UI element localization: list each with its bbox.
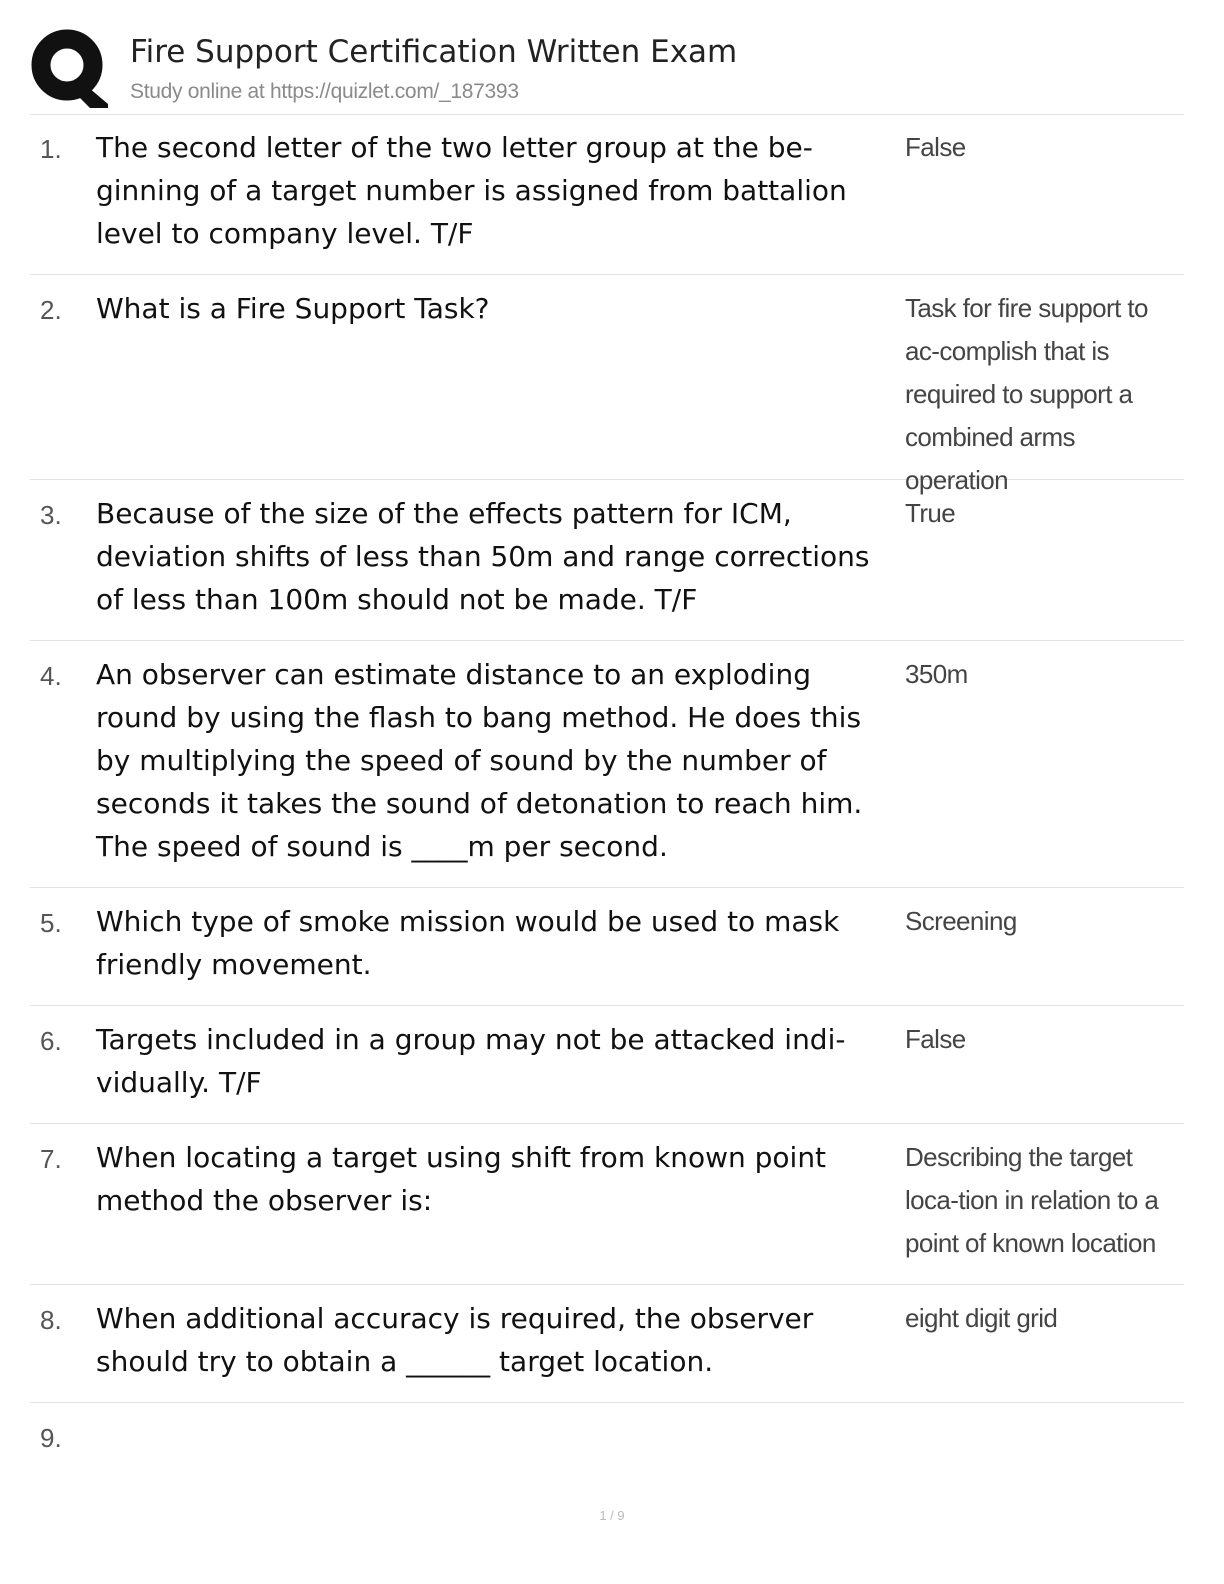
card-question: Targets included in a group may not be attacked indi-vidually. T/F [96,1023,846,1099]
flashcard-7 [30,1124,1184,1285]
quizlet-q-logo-icon [30,28,110,108]
study-online-link[interactable]: Study online at https://quizlet.com/_187393 [130,80,519,103]
card-number: 9. [40,1423,62,1453]
card-question: When additional accuracy is required, the observer should try to obtain a ______ target location. [96,1302,814,1378]
card-answer: 350m [905,659,968,689]
card-number: 8. [40,1305,62,1335]
flashcard-6 [30,1006,1184,1124]
page-number: 1 / 9 [599,1508,625,1523]
card-question: What is a Fire Support Task? [96,292,490,325]
card-number: 3. [40,500,62,530]
card-number: 1. [40,134,62,164]
page-title: Fire Support Certification Written Exam [130,34,738,70]
flashcard-2 [30,275,1184,495]
card-answer: False [905,1024,966,1054]
flashcard-4 [30,641,1184,888]
card-answer: False [905,132,966,162]
card-answer: eight digit grid [905,1303,1058,1333]
flashcard-1 [30,114,1184,275]
card-number: 5. [40,908,62,938]
card-question: The second letter of the two letter group at the be-ginning of a target number is assigned from battalion level to company level. T/F [96,131,847,250]
flashcard-9 [30,1403,1184,1493]
flashcard-8 [30,1285,1184,1403]
card-question: Which type of smoke mission would be used to mask friendly movement. [96,905,840,981]
card-answer: Describing the target loca-tion in relation to a point of known location [905,1142,1159,1258]
card-question: When locating a target using shift from known point method the observer is: [96,1141,827,1217]
card-answer: True [905,498,956,528]
card-number: 6. [40,1026,62,1056]
card-number: 4. [40,661,62,691]
flashcard-3 [30,480,1184,641]
card-number: 2. [40,295,62,325]
flashcard-5 [30,888,1184,1006]
card-question: An observer can estimate distance to an exploding round by using the flash to bang method. He does this by multiplying the speed of sound by the number of seconds it takes the sound of detonation to reach him. The speed of sound is ____m per second. [96,658,863,863]
card-question: Because of the size of the effects pattern for ICM, deviation shifts of less than 50m and range corrections of less than 100m should not be made. T/F [96,497,870,616]
card-number: 7. [40,1144,62,1174]
card-answer: Screening [905,906,1017,936]
card-answer: Task for fire support to ac-complish that is required to support a combined arms operation [905,293,1148,495]
page-header [30,28,1184,115]
